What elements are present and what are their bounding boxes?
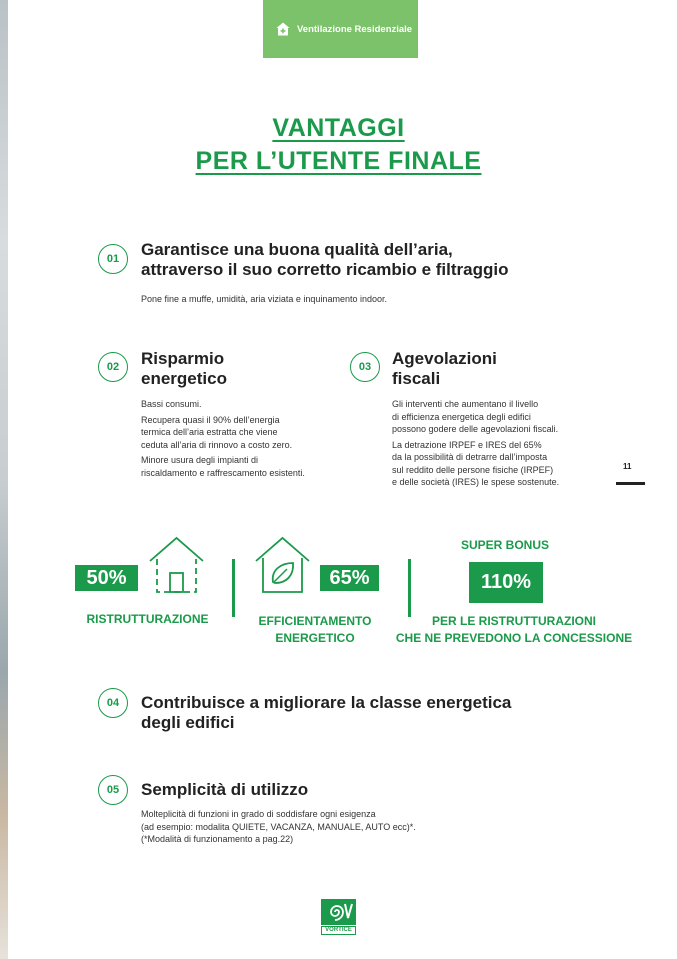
house-leaf-icon <box>254 536 311 594</box>
vortice-logo-word: VORTICE <box>321 926 356 935</box>
item-03-text: Gli interventi che aumentano il livello di efficienza energetica degli edifici possono godere delle agevolazioni fiscali. La detrazione IRPEF e IRES del 65% da la possibilità di detrarre dall’imposta sul reddito delle persone fisiche (IRPEF) e delle società (IRES) le spese sostenute. <box>392 399 560 487</box>
item-02-text: Bassi consumi. Recupera quasi il 90% dell’energia termica dell’aria estratta che viene ceduta all’aria di rinnovo a costo zero. Minore usura degli impianti di riscaldamento e raffrescamento esistenti. <box>141 399 305 478</box>
vortice-swirl-icon <box>324 901 354 923</box>
header-tab <box>263 0 418 58</box>
left-photo-strip <box>0 0 8 959</box>
item-number-04: 04 <box>98 688 128 718</box>
bonus-65-badge: 65% <box>320 565 379 591</box>
item-number-01: 01 <box>98 244 128 274</box>
bonus-divider-2 <box>408 559 411 617</box>
vortice-logo-mark <box>321 899 356 925</box>
bonus-65-label: EFFICIENTAMENTO ENERGETICO <box>258 614 372 645</box>
item-03-heading: Agevolazioni fiscali <box>392 349 497 388</box>
item-05-text: Molteplicità di funzioni in grado di soddisfare ogni esigenza (ad esempio: modalita QUIETE, VACANZA, MANUALE, AUTO ecc)*. (*Modalità di funzionamento a pag.22) <box>141 809 416 844</box>
vortice-logo <box>321 899 356 935</box>
item-04-heading: Contribuisce a migliorare la classe energetica degli edifici <box>141 693 512 732</box>
bonus-110-badge: 110% <box>469 562 543 603</box>
house-outline-dashed-icon <box>148 536 205 594</box>
item-01-heading: Garantisce una buona qualità dell’aria, attraverso il suo corretto ricambio e filtraggio <box>141 240 509 279</box>
house-plus-icon <box>276 22 290 36</box>
bonus-divider-1 <box>232 559 235 617</box>
page-title-line1: VANTAGGI <box>272 114 405 142</box>
super-bonus-heading: SUPER BONUS <box>460 538 549 552</box>
page-number-rule <box>616 482 645 485</box>
item-number-03: 03 <box>350 352 380 382</box>
header-label: Ventilazione Residenziale <box>297 23 413 35</box>
item-number-02: 02 <box>98 352 128 382</box>
item-number-05: 05 <box>98 775 128 805</box>
page-title-line2: PER L’UTENTE FINALE <box>195 147 482 175</box>
bonus-50-badge: 50% <box>75 565 138 591</box>
item-05-heading: Semplicità di utilizzo <box>141 780 309 799</box>
bonus-50-label: RISTRUTTURAZIONE <box>86 612 209 626</box>
bonus-110-label: PER LE RISTRUTTURAZIONI CHE NE PREVEDONO LA CONCESSIONE <box>395 614 633 645</box>
item-02-heading: Risparmio energetico <box>141 349 227 388</box>
item-01-text: Pone fine a muffe, umidità, aria viziata e inquinamento indoor. <box>141 294 387 304</box>
page-number: 11 <box>623 462 632 471</box>
